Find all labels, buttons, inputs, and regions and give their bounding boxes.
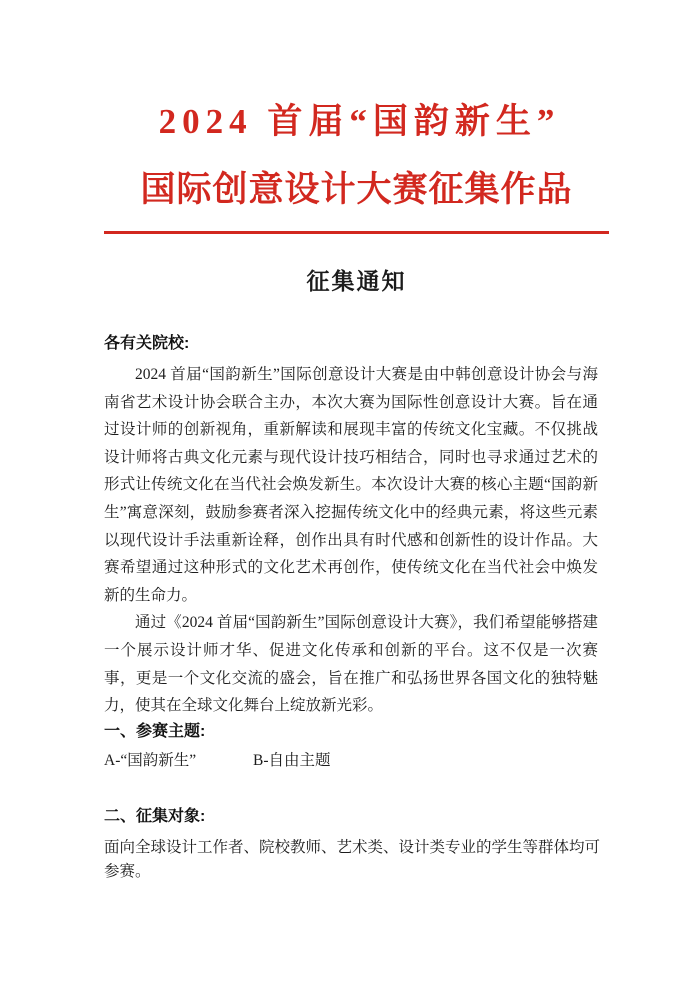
paragraph-intro: 2024 首届“国韵新生”国际创意设计大赛是由中韩创意设计协会与海南省艺术设计协会联合主办，本次大赛为国际性创意设计大赛。旨在通过设计师的创新视角，重新解读和展现丰富的传统文化宝藏。不仅挑战设计师将古典文化元素与现代设计技巧相结合，同时也寻求通过艺术的形式让传统文化在当代社会焕发新生。本次设计大赛的核心主题“国韵新生”寓意深刻，鼓励参赛者深入挖掘传统文化中的经典元素，将这些元素以现代设计手法重新诠释，创作出具有时代感和创新性的设计作品。大赛希望通过这种形式的文化艺术再创作，使传统文化在当代社会中焕发新的生命力。: [104, 366, 598, 604]
body-text: [104, 361, 598, 720]
notice-heading: 征集通知: [306, 269, 407, 294]
theme-option-a: A-“国韵新生”: [104, 752, 197, 769]
section-heading-themes: 一、参赛主题:: [104, 723, 206, 740]
theme-option-b: B-自由主题: [253, 752, 331, 769]
eligibility-text: 面向全球设计工作者、院校教师、艺术类、设计类专业的学生等群体均可参赛。: [104, 839, 601, 880]
title-divider-rule: [104, 231, 609, 234]
section-heading-eligibility: 二、征集对象:: [104, 808, 206, 825]
main-title-line1: 2024 首届“国韵新生”: [158, 102, 561, 141]
main-title-line2: 国际创意设计大赛征集作品: [140, 170, 573, 209]
salutation: 各有关院校:: [104, 335, 190, 352]
themes-row: [104, 750, 598, 772]
paragraph-purpose: 通过《2024 首届“国韵新生”国际创意设计大赛》，我们希望能够搭建一个展示设计师才华、促进文化传承和创新的平台。这不仅是一次赛事，更是一个文化交流的盛会，旨在推广和弘扬世界各国文化的独特魅力，使其在全球文化舞台上绽放新光彩。: [104, 614, 598, 715]
